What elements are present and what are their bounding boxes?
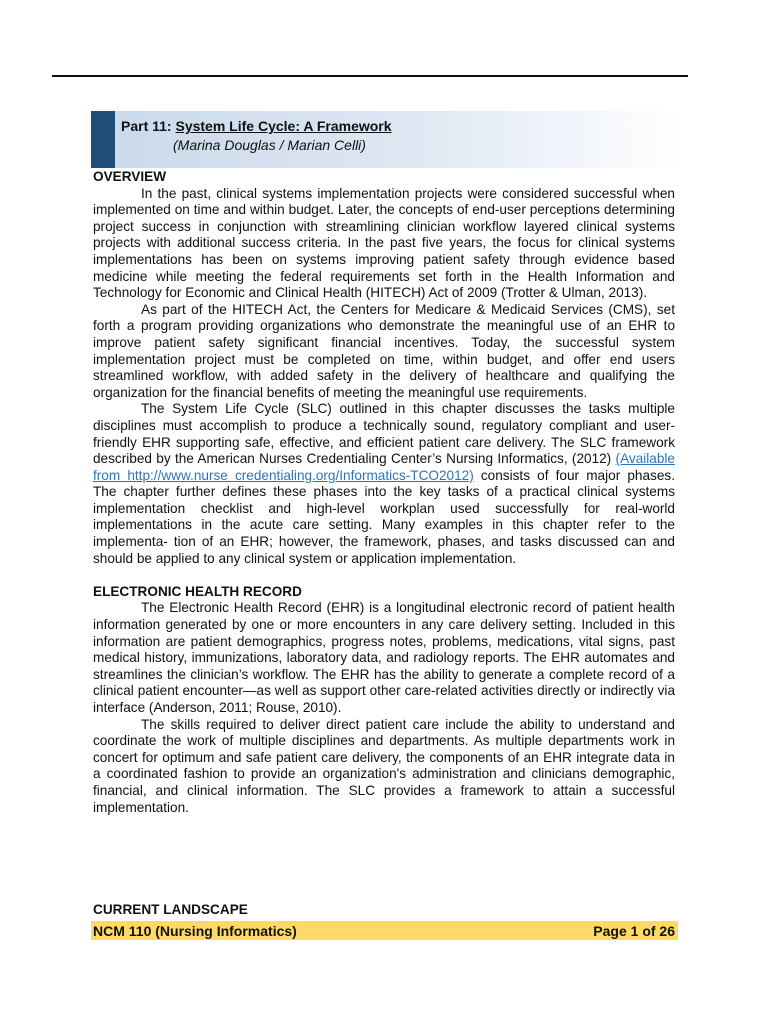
section-gap	[93, 567, 675, 584]
overview-paragraph-1: In the past, clinical systems implementation projects were considered successful when implemented on time and within budget. Later, the concepts of end-user perceptions determining project success in conjunction with streamlining clinician workflow layered clinical systems projects with additional success criteria. In the past five years, the focus for clinical systems implementations has been on systems improving patient safety through evidence based medicine while meeting the federal requirements set forth in the Health Information and Technology for Economic and Clinical Health (HITECH) Act of 2009 (Trotter & Ulman, 2013).	[93, 185, 675, 301]
authors: (Marina Douglas / Marian Celli)	[173, 137, 366, 153]
ancc-link[interactable]: (Available from http://www.nurse credentialing.org/Informatics-TCO2012)	[93, 451, 675, 483]
overview-paragraph-3	[93, 401, 675, 567]
ehr-paragraph-2: The skills required to deliver direct patient care include the ability to understand and coordinate the work of multiple disciplines and departments. As multiple departments work in concert for optimum and safe patient care delivery, the components of an EHR integrate data in a coordinated fashion to provide an organization's administration and clinicians demographic, financial, and clinical information. The SLC provides a framework to attain a successful implementation.	[93, 716, 675, 815]
footer-bar	[91, 921, 678, 940]
current-landscape-heading: CURRENT LANDSCAPE	[93, 902, 248, 917]
footer-course: NCM 110 (Nursing Informatics)	[93, 923, 297, 939]
part-label: Part 11:	[121, 118, 176, 134]
part-title	[121, 118, 392, 134]
title-accent-bar	[91, 111, 115, 168]
top-rule	[52, 75, 688, 77]
part-title-text: System Life Cycle: A Framework	[175, 118, 392, 134]
ehr-heading: ELECTRONIC HEALTH RECORD	[93, 583, 302, 599]
overview-p3-after: consists of four major phases. The chapter further defines these phases into the key tasks of a practical clinical systems implementation checklist and high-level workplan used successfully for real-world implementations in the acute care setting. Many examples in this chapter refer to the implementa- tion of an EHR; however, the framework, phases, and tasks discussed can and should be applied to any clinical system or application implementation.	[93, 467, 675, 566]
document-body	[93, 169, 675, 816]
footer-page-number: Page 1 of 26	[593, 923, 675, 939]
overview-heading: OVERVIEW	[93, 169, 167, 184]
ehr-paragraph-1: The Electronic Health Record (EHR) is a longitudinal electronic record of patient health information generated by one or more encounters in any care delivery setting. Included in this information are patient demographics, progress notes, problems, medications, vital signs, past medical history, immunizations, laboratory data, and radiology reports. The EHR automates and streamlines the clinician’s workflow. The EHR has the ability to generate a complete record of a clinical patient encounter—as well as support other care-related activities directly or indirectly via interface (Anderson, 2011; Rouse, 2010).	[93, 600, 675, 715]
overview-paragraph-2: As part of the HITECH Act, the Centers for Medicare & Medicaid Services (CMS), set forth a program providing organizations who demonstrate the meaningful use of an EHR to improve patient safety significant financial incentives. Today, the successful system implementation project must be completed on time, within budget, and offer end users streamlined workflow, with added safety in the delivery of healthcare and qualifying the organization for the financial benefits of meeting the meaningful use requirements.	[93, 301, 675, 400]
overview-p3-before: The System Life Cycle (SLC) outlined in this chapter discusses the tasks multiple disciplines must accomplish to produce a technically sound, regulatory compliant and user-friendly EHR supporting safe, effective, and efficient patient care delivery. The SLC framework described by the American Nurses Credentialing Center’s Nursing Informatics, (2012)	[93, 401, 675, 467]
